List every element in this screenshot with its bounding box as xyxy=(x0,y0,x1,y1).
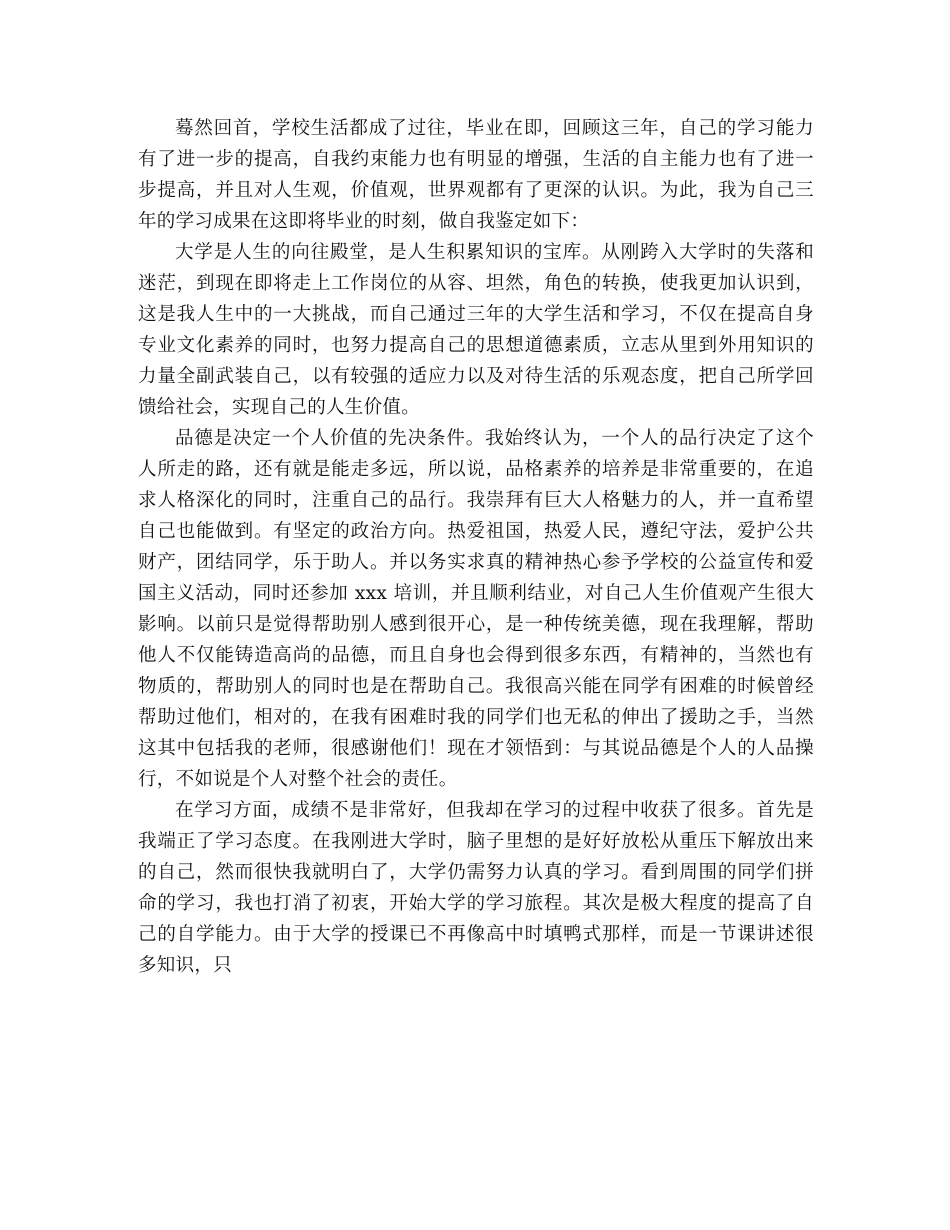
paragraph-4: 在学习方面，成绩不是非常好，但我却在学习的过程中收获了很多。首先是我端正了学习态度。在我刚进大学时，脑子里想的是好好放松从重压下解放出来的自己，然而很快我就明白了，大学仍需努力认真的学习。看到周围的同学们拼命的学习，我也打消了初衷，开始大学的学习旅程。其次是极大程度的提高了自己的自学能力。由于大学的授课已不再像高中时填鸭式那样，而是一节课讲述很多知识，只 xyxy=(138,800,814,976)
paragraph-3: 品德是决定一个人价值的先决条件。我始终认为，一个人的品行决定了这个人所走的路，还有就是能走多远，所以说，品格素养的培养是非常重要的，在追求人格深化的同时，注重自己的品行。我崇拜有巨大人格魅力的人，并一直希望自己也能做到。有坚定的政治方向。热爱祖国，热爱人民，遵纪守法，爱护公共财产，团结同学，乐于助人。并以务实求真的精神热心参予学校的公益宣传和爱国主义活动，同时还参加 xxx 培训，并且顺利结业，对自己人生价值观产生很大影响。以前只是觉得帮助别人感到很开心，是一种传统美德，现在我理解，帮助他人不仅能铸造高尚的品德，而且自身也会得到很多东西，有精神的，当然也有物质的，帮助别人的同时也是在帮助自己。我很高兴能在同学有困难的时候曾经帮助过他们，相对的，在我有困难时我的同学们也无私的伸出了援助之手，当然这其中包括我的老师，很感谢他们！现在才领悟到：与其说品德是个人的人品操行，不如说是个人对整个社会的责任。 xyxy=(138,428,814,790)
paragraph-2: 大学是人生的向往殿堂，是人生积累知识的宝库。从刚跨入大学时的失落和迷茫，到现在即将走上工作岗位的从容、坦然，角色的转换，使我更加认识到，这是我人生中的一大挑战，而自己通过三年的大学生活和学习，不仅在提高自身专业文化素养的同时，也努力提高自己的思想道德素质，立志从里到外用知识的力量全副武装自己，以有较强的适应力以及对待生活的乐观态度，把自己所学回馈给社会，实现自己的人生价值。 xyxy=(138,242,814,418)
document-body xyxy=(138,113,814,981)
paragraph-1: 蓦然回首，学校生活都成了过往，毕业在即，回顾这三年，自己的学习能力有了进一步的提高，自我约束能力也有明显的增强，生活的自主能力也有了进一步提高，并且对人生观，价值观，世界观都有了更深的认识。为此，我为自己三年的学习成果在这即将毕业的时刻，做自我鉴定如下： xyxy=(138,118,814,232)
